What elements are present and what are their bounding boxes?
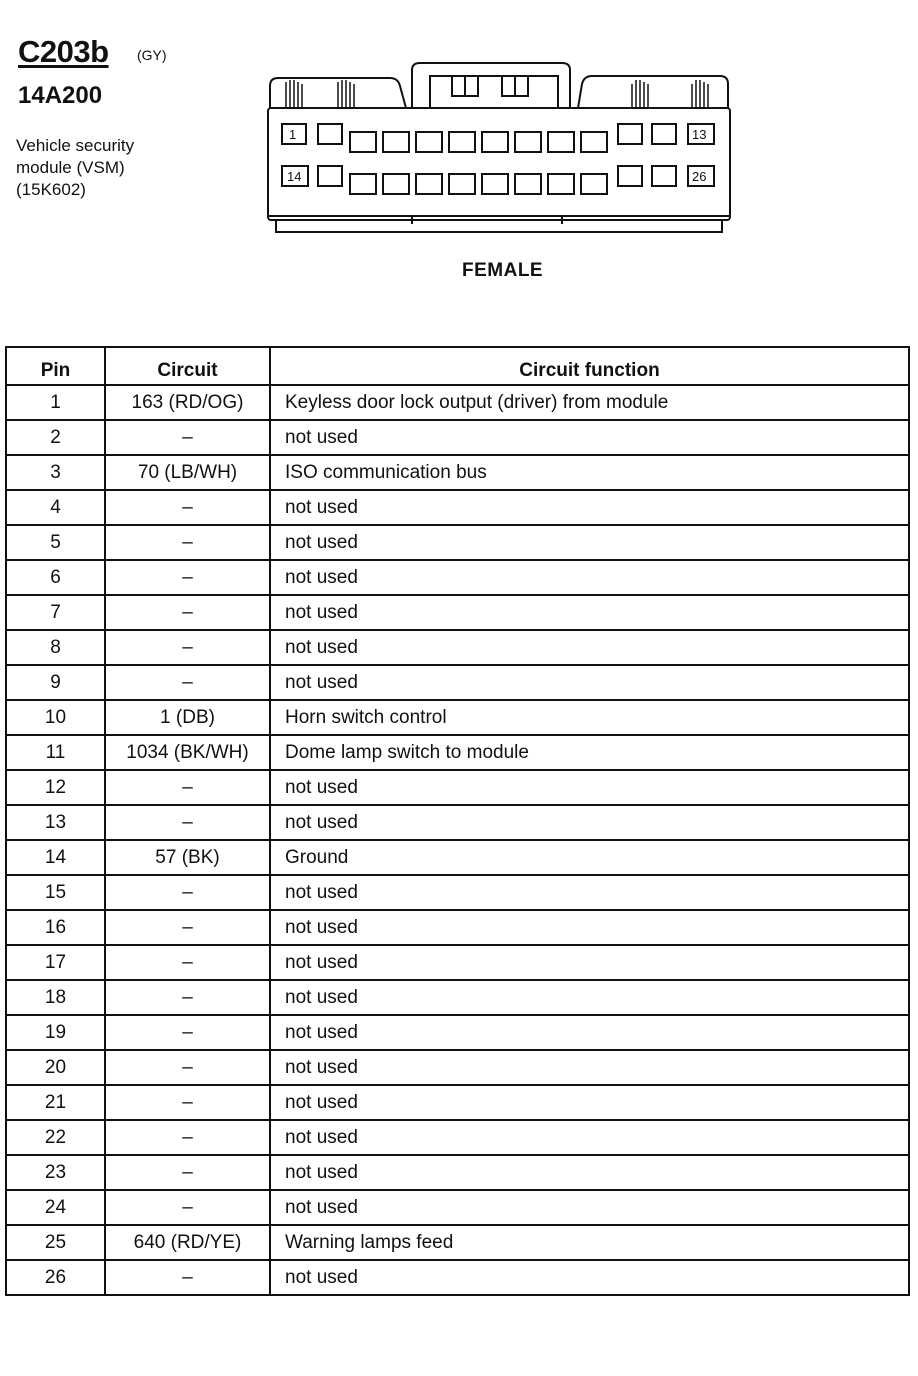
circuit-cell: – <box>105 525 270 560</box>
table-row <box>6 1190 909 1225</box>
pin-label-26: 26 <box>692 169 707 184</box>
function-cell: Horn switch control <box>270 700 909 735</box>
circuit-cell: – <box>105 980 270 1015</box>
pin-cell: 22 <box>6 1120 105 1155</box>
circuit-cell: – <box>105 490 270 525</box>
circuit-cell: – <box>105 1085 270 1120</box>
circuit-cell: 163 (RD/OG) <box>105 385 270 420</box>
table-row <box>6 700 909 735</box>
function-cell: not used <box>270 805 909 840</box>
circuit-cell: – <box>105 1050 270 1085</box>
function-cell: Keyless door lock output (driver) from module <box>270 385 909 420</box>
connector-id: C203b <box>18 34 109 69</box>
circuit-cell: 70 (LB/WH) <box>105 455 270 490</box>
column-header-circuit-function: Circuit function <box>270 347 909 385</box>
circuit-cell: – <box>105 630 270 665</box>
table-row <box>6 385 909 420</box>
table-row <box>6 1260 909 1295</box>
circuit-cell: 1034 (BK/WH) <box>105 735 270 770</box>
table-row <box>6 1050 909 1085</box>
function-cell: Ground <box>270 840 909 875</box>
function-cell: not used <box>270 420 909 455</box>
pin-cell: 25 <box>6 1225 105 1260</box>
pin-cell: 21 <box>6 1085 105 1120</box>
pin-cavities <box>282 124 714 194</box>
function-cell: not used <box>270 1260 909 1295</box>
table-row <box>6 875 909 910</box>
function-cell: not used <box>270 1155 909 1190</box>
function-cell: not used <box>270 560 909 595</box>
table-row <box>6 945 909 980</box>
pin-cell: 8 <box>6 630 105 665</box>
table-row <box>6 980 909 1015</box>
pin-cell: 15 <box>6 875 105 910</box>
pin-cell: 6 <box>6 560 105 595</box>
table-row <box>6 595 909 630</box>
circuit-cell: – <box>105 665 270 700</box>
function-cell: not used <box>270 490 909 525</box>
pin-cell: 2 <box>6 420 105 455</box>
pin-label-13: 13 <box>692 127 707 142</box>
pin-cell: 7 <box>6 595 105 630</box>
function-cell: Warning lamps feed <box>270 1225 909 1260</box>
function-cell: not used <box>270 525 909 560</box>
function-cell: not used <box>270 770 909 805</box>
pin-cell: 23 <box>6 1155 105 1190</box>
function-cell: not used <box>270 945 909 980</box>
table-row <box>6 455 909 490</box>
circuit-cell: – <box>105 1260 270 1295</box>
pin-cell: 17 <box>6 945 105 980</box>
pinout-table <box>5 346 910 1296</box>
circuit-cell: – <box>105 1155 270 1190</box>
function-cell: not used <box>270 630 909 665</box>
table-row <box>6 1225 909 1260</box>
pin-cell: 11 <box>6 735 105 770</box>
function-cell: not used <box>270 1190 909 1225</box>
pin-cell: 5 <box>6 525 105 560</box>
circuit-cell: – <box>105 770 270 805</box>
function-cell: not used <box>270 910 909 945</box>
pin-cell: 9 <box>6 665 105 700</box>
pin-cell: 18 <box>6 980 105 1015</box>
pin-label-1: 1 <box>289 127 297 142</box>
connector-latch <box>412 63 570 108</box>
table-row <box>6 1155 909 1190</box>
function-cell: not used <box>270 980 909 1015</box>
circuit-cell: – <box>105 910 270 945</box>
table-row <box>6 560 909 595</box>
function-cell: not used <box>270 875 909 910</box>
part-number: 14A200 <box>18 82 103 109</box>
column-header-pin: Pin <box>6 347 105 385</box>
circuit-cell: – <box>105 805 270 840</box>
function-cell: not used <box>270 1015 909 1050</box>
circuit-cell: 1 (DB) <box>105 700 270 735</box>
table-row <box>6 805 909 840</box>
table-row <box>6 770 909 805</box>
column-header-circuit: Circuit <box>105 347 270 385</box>
housing-ribs <box>286 80 708 108</box>
function-cell: Dome lamp switch to module <box>270 735 909 770</box>
connector-face-diagram <box>262 58 736 240</box>
table-row <box>6 1085 909 1120</box>
table-row <box>6 1120 909 1155</box>
function-cell: not used <box>270 595 909 630</box>
pin-cell: 3 <box>6 455 105 490</box>
circuit-cell: – <box>105 595 270 630</box>
pin-cell: 1 <box>6 385 105 420</box>
table-row <box>6 665 909 700</box>
circuit-cell: – <box>105 560 270 595</box>
circuit-cell: – <box>105 875 270 910</box>
table-row <box>6 735 909 770</box>
circuit-cell: – <box>105 1190 270 1225</box>
pin-label-14: 14 <box>287 169 302 184</box>
circuit-cell: – <box>105 1015 270 1050</box>
connector-view-label: FEMALE <box>462 260 544 281</box>
pin-cell: 14 <box>6 840 105 875</box>
pin-cell: 16 <box>6 910 105 945</box>
pin-cell: 10 <box>6 700 105 735</box>
pin-cell: 20 <box>6 1050 105 1085</box>
function-cell: ISO communication bus <box>270 455 909 490</box>
table-row <box>6 630 909 665</box>
circuit-cell: – <box>105 420 270 455</box>
circuit-cell: 640 (RD/YE) <box>105 1225 270 1260</box>
description-line: Vehicle security <box>16 136 135 155</box>
table-row <box>6 490 909 525</box>
table-row <box>6 840 909 875</box>
table-row <box>6 420 909 455</box>
pin-cell: 12 <box>6 770 105 805</box>
pin-cell: 26 <box>6 1260 105 1295</box>
pin-cell: 13 <box>6 805 105 840</box>
circuit-cell: – <box>105 1120 270 1155</box>
table-row <box>6 910 909 945</box>
circuit-cell: – <box>105 945 270 980</box>
pin-cell: 4 <box>6 490 105 525</box>
function-cell: not used <box>270 665 909 700</box>
function-cell: not used <box>270 1050 909 1085</box>
function-cell: not used <box>270 1120 909 1155</box>
table-header-row <box>6 347 909 385</box>
circuit-cell: 57 (BK) <box>105 840 270 875</box>
table-row <box>6 525 909 560</box>
description-line: (15K602) <box>16 180 86 199</box>
description-line: module (VSM) <box>16 158 125 177</box>
connector-color-code: (GY) <box>137 47 167 63</box>
pin-cell: 24 <box>6 1190 105 1225</box>
table-row <box>6 1015 909 1050</box>
pin-cell: 19 <box>6 1015 105 1050</box>
function-cell: not used <box>270 1085 909 1120</box>
component-description <box>16 135 186 201</box>
